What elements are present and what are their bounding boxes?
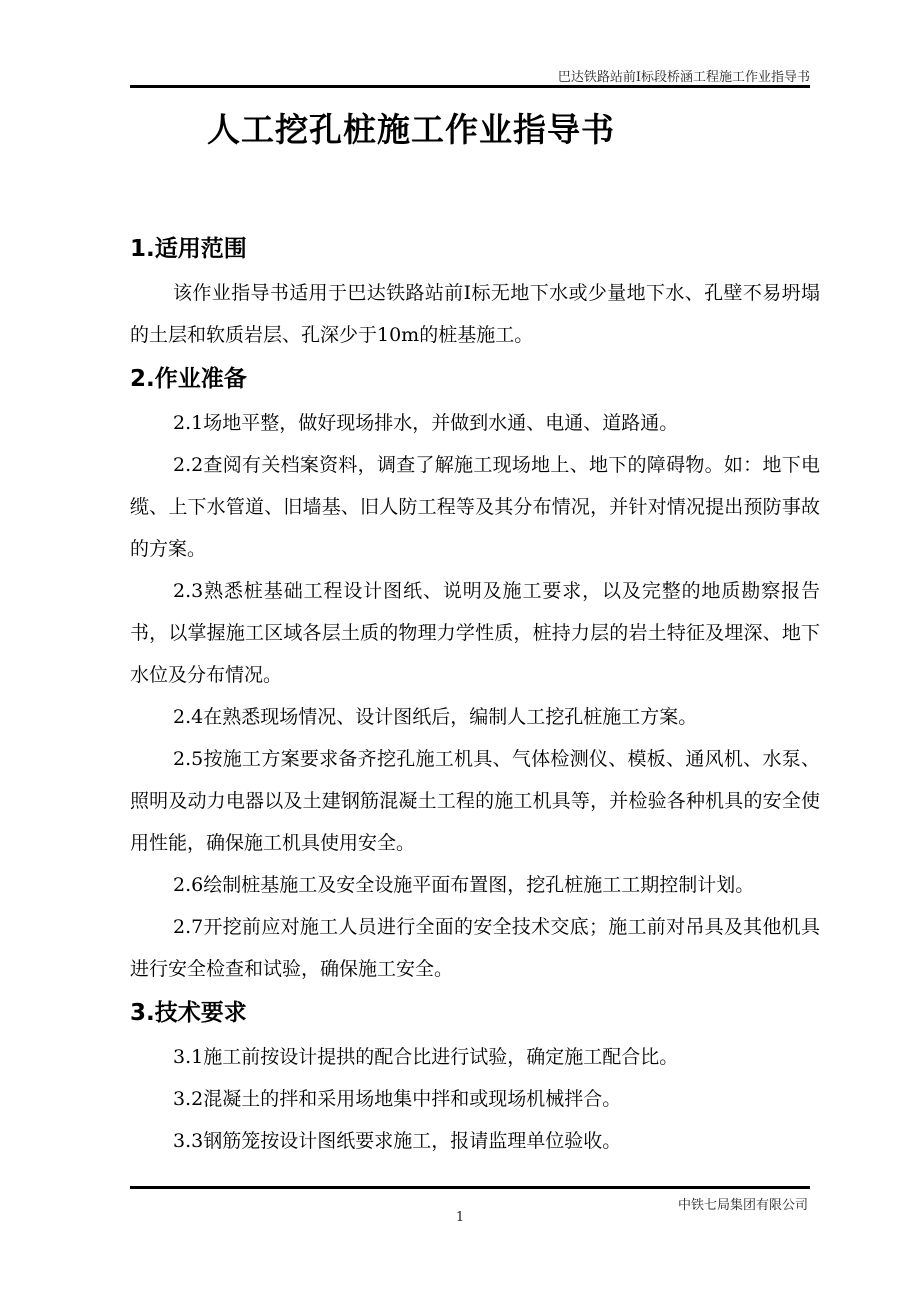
document-title: 人工挖孔桩施工作业指导书: [207, 110, 615, 149]
section-heading: 3.技术要求: [130, 1000, 247, 1026]
page-number: 1: [455, 1210, 465, 1225]
paragraph: 2.1场地平整，做好现场排水，并做到水通、电通、道路通。: [173, 412, 679, 434]
paragraph: 3.1施工前按设计提拱的配合比进行试验，确定施工配合比。: [173, 1046, 679, 1068]
section-heading: 2.作业准备: [130, 366, 247, 392]
paragraph: 2.5按施工方案要求备齐挖孔施工机具、气体检测仪、模板、通风机、水泵、照明及动力电器以及土建钢筋混凝土工程的施工机具等，并检验各种机具的安全使用性能，确保施工机具使用安全。: [130, 748, 820, 854]
paragraph: 3.2混凝土的拌和采用场地集中拌和或现场机械拌合。: [173, 1088, 622, 1110]
paragraph: 3.3钢筋笼按设计图纸要求施工，报请监理单位验收。: [173, 1130, 622, 1152]
paragraph: 2.4在熟悉现场情况、设计图纸后，编制人工挖孔桩施工方案。: [173, 706, 698, 728]
paragraph: 2.6绘制桩基施工及安全设施平面布置图，挖孔桩施工工期控制计划。: [173, 874, 755, 896]
running-header: 巴达铁路站前Ⅰ标段桥涵工程施工作业指导书: [557, 70, 810, 85]
paragraph: 2.2查阅有关档案资料，调查了解施工现场地上、地下的障碍物。如：地下电缆、上下水管道、旧墙基、旧人防工程等及其分布情况，并针对情况提出预防事故的方案。: [130, 454, 820, 560]
document-body: [130, 226, 820, 1162]
paragraph: 2.3熟悉桩基础工程设计图纸、说明及施工要求，以及完整的地质勘察报告书，以掌握施工区域各层土质的物理力学性质，桩持力层的岩土特征及埋深、地下水位及分布情况。: [130, 580, 820, 686]
section-heading: 1.适用范围: [130, 236, 247, 262]
paragraph: 该作业指导书适用于巴达铁路站前Ⅰ标无地下水或少量地下水、孔壁不易坍塌的土层和软质岩层、孔深少于10m的桩基施工。: [130, 282, 820, 346]
footer-divider: [130, 1186, 810, 1189]
paragraph: 2.7开挖前应对施工人员进行全面的安全技术交底；施工前对吊具及其他机具进行安全检查和试验，确保施工安全。: [130, 916, 820, 980]
footer-company: 中铁七局集团有限公司: [677, 1198, 808, 1213]
header-divider: [130, 85, 810, 88]
